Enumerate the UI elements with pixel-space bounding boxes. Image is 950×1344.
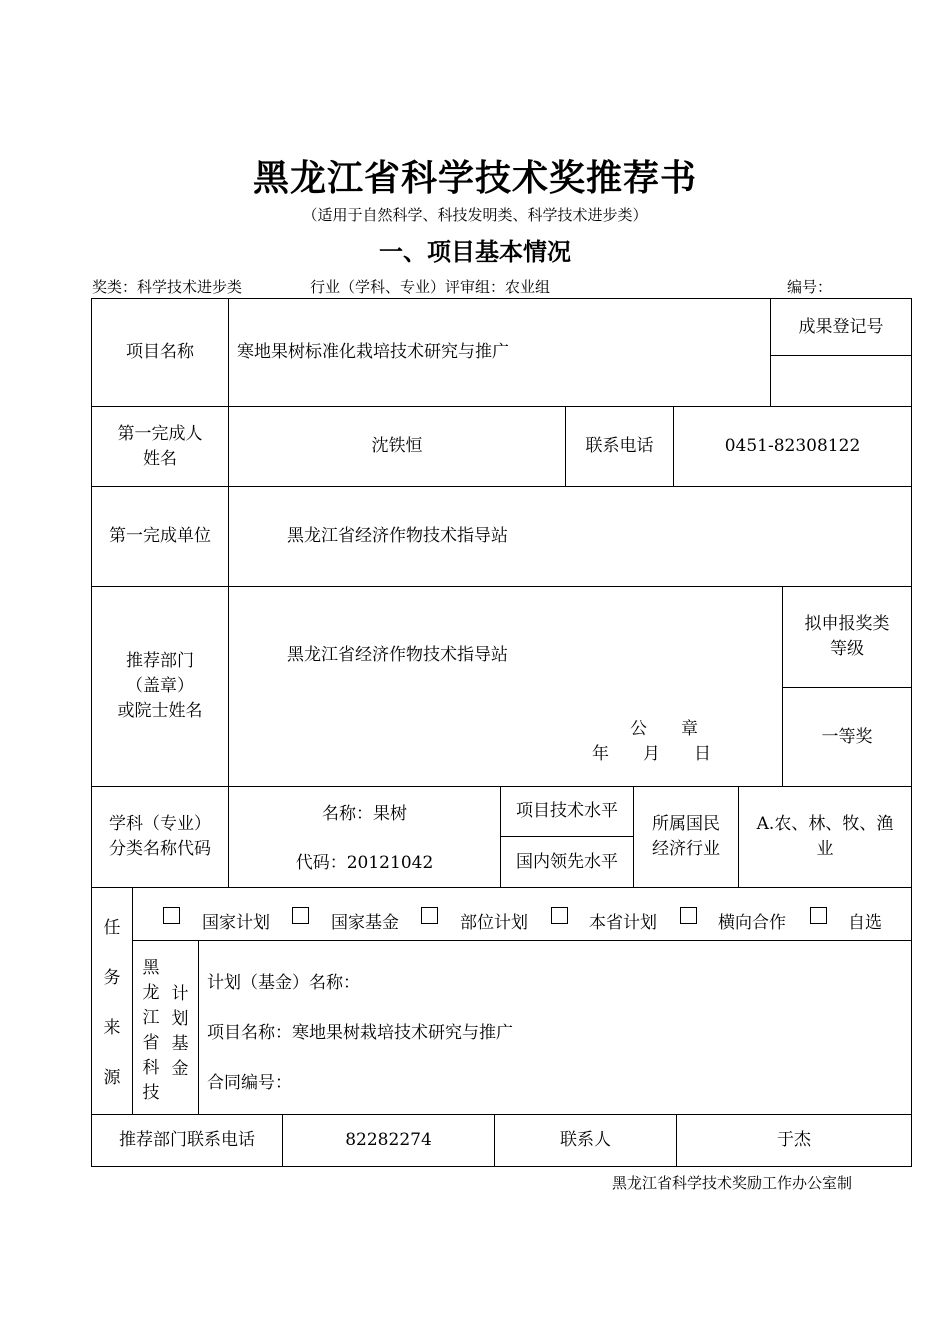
plan-label-char: 省 xyxy=(142,1033,160,1053)
discipline-name: 名称：果树 xyxy=(322,803,407,824)
document-title: 黑龙江省科学技术奖推荐书 xyxy=(252,157,697,199)
first-person-label xyxy=(92,407,228,486)
phone-label: 联系电话 xyxy=(585,436,654,456)
plan-project-name: 项目名称：寒地果树栽培技术研究与推广 xyxy=(207,1023,513,1043)
recommender-label-line2: （盖章） xyxy=(126,676,194,696)
option-label: 横向合作 xyxy=(718,913,786,933)
phone-value: 0451-82308122 xyxy=(724,436,861,456)
plan-label-char: 技 xyxy=(142,1083,160,1103)
first-unit-value: 黑龙江省经济作物技术指导站 xyxy=(287,526,508,546)
option-label: 部位计划 xyxy=(460,913,528,933)
option-label: 国家基金 xyxy=(331,913,399,933)
option-label: 自选 xyxy=(848,913,882,933)
economy-sector-value-line1: A.农、林、牧、渔 xyxy=(756,814,894,834)
plan-label-char: 划 xyxy=(171,1009,189,1029)
discipline-code: 代码：20121042 xyxy=(295,853,434,873)
recommender-phone-label: 推荐部门联系电话 xyxy=(119,1130,255,1150)
award-level-label-line2: 等级 xyxy=(830,639,864,659)
discipline-label-line2: 分类名称代码 xyxy=(109,839,211,859)
option-label: 本省计划 xyxy=(589,913,657,933)
option-checkbox-national-fund[interactable] xyxy=(292,907,309,924)
industry-group: 行业（学科、专业）评审组：农业组 xyxy=(310,278,551,296)
seal-date: 年 月 日 xyxy=(592,744,711,764)
economy-sector-label-line1: 所属国民 xyxy=(652,814,720,834)
discipline-label-line1: 学科（专业） xyxy=(109,814,211,834)
contract-number-field: 合同编号： xyxy=(207,1073,292,1093)
registration-number-value xyxy=(771,356,911,406)
award-level-value: 一等奖 xyxy=(821,726,873,747)
plan-label-char: 龙 xyxy=(142,983,160,1003)
award-type: 奖类：科学技术进步类 xyxy=(92,278,243,296)
award-level-label-line1: 拟申报奖类 xyxy=(804,614,890,634)
contact-person-value: 于杰 xyxy=(777,1130,811,1150)
section-title: 一、项目基本情况 xyxy=(379,237,571,266)
economy-sector-value-line2: 业 xyxy=(816,839,834,859)
economy-sector-value xyxy=(739,787,911,887)
task-source-char: 务 xyxy=(103,968,121,988)
option-checkbox-provincial-plan[interactable] xyxy=(551,907,568,924)
plan-label-char: 科 xyxy=(142,1058,160,1078)
plan-label-char: 计 xyxy=(171,984,189,1004)
recommender-label xyxy=(92,587,228,786)
plan-label-char: 金 xyxy=(171,1059,189,1079)
plan-name-field: 计划（基金）名称： xyxy=(207,973,360,993)
serial-number-label: 编号： xyxy=(787,278,833,296)
recommender-value: 黑龙江省经济作物技术指导站 xyxy=(287,645,508,665)
first-person-label-line2: 姓名 xyxy=(143,448,177,469)
project-name-label: 项目名称 xyxy=(126,342,194,362)
plan-label-char: 江 xyxy=(142,1008,160,1028)
economy-sector-label-line2: 经济行业 xyxy=(652,839,720,859)
recommender-label-line1: 推荐部门 xyxy=(126,651,194,671)
document-subtitle: （适用于自然科学、科技发明类、科学技术进步类） xyxy=(302,206,648,224)
seal-text: 公 章 xyxy=(630,719,698,739)
tech-level-label: 项目技术水平 xyxy=(516,801,618,821)
tech-level-value: 国内领先水平 xyxy=(516,851,618,872)
plan-label-char: 黑 xyxy=(142,958,160,978)
registration-number-label: 成果登记号 xyxy=(798,316,884,337)
first-unit-label: 第一完成单位 xyxy=(109,526,211,546)
discipline-label xyxy=(92,787,228,887)
option-checkbox-horizontal-cooperation[interactable] xyxy=(680,907,697,924)
task-source-char: 任 xyxy=(103,918,121,938)
plan-label-char: 基 xyxy=(171,1034,189,1054)
recommender-label-line3: 或院士姓名 xyxy=(117,701,203,721)
task-source-char: 来 xyxy=(103,1018,121,1038)
first-person-label-line1: 第一完成人 xyxy=(117,423,203,444)
issuer-footer: 黑龙江省科学技术奖励工作办公室制 xyxy=(612,1174,853,1192)
first-person-value: 沈铁恒 xyxy=(371,436,423,456)
option-checkbox-self-selected[interactable] xyxy=(810,907,827,924)
task-source-char: 源 xyxy=(103,1068,121,1088)
option-checkbox-national-plan[interactable] xyxy=(163,907,180,924)
award-level-label xyxy=(783,587,911,687)
option-checkbox-ministry-plan[interactable] xyxy=(421,907,438,924)
contact-person-label: 联系人 xyxy=(560,1130,611,1150)
economy-sector-label xyxy=(634,787,738,887)
project-name-value: 寒地果树标准化栽培技术研究与推广 xyxy=(237,342,509,362)
recommender-phone-value: 82282274 xyxy=(345,1130,432,1150)
option-label: 国家计划 xyxy=(202,913,270,933)
